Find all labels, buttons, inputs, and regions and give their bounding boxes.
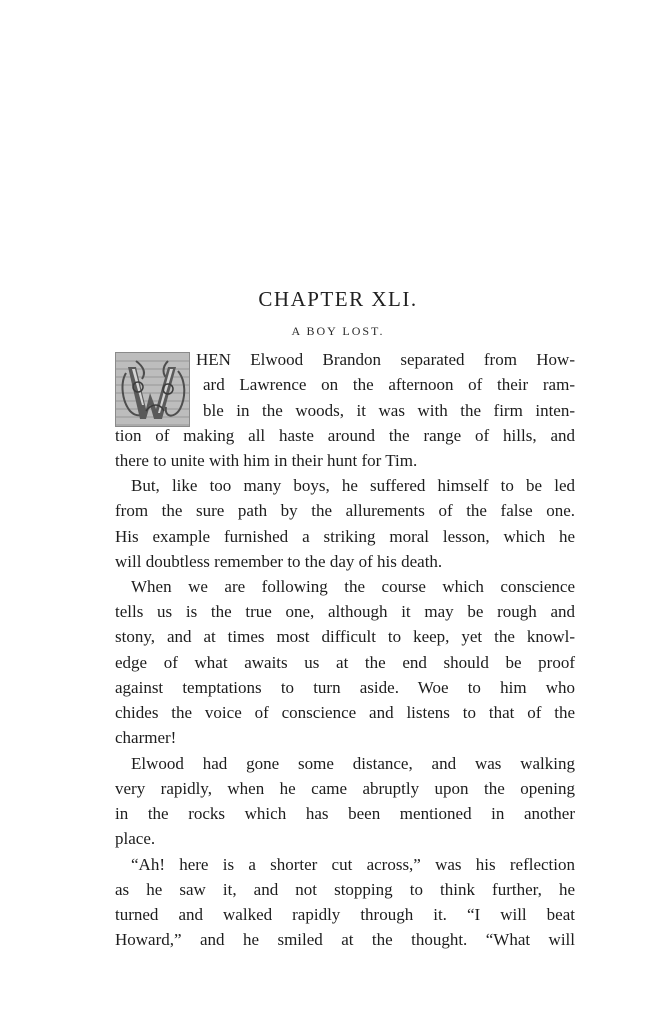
text-line-1: HEN Elwood Brandon separated from How- xyxy=(196,350,575,369)
ornamental-initial-w-icon xyxy=(115,352,190,427)
text-line-19: in the rocks which has been mentioned in another xyxy=(115,804,575,823)
text-line-14: against temptations to turn aside. Woe to him who xyxy=(115,678,575,697)
text-line-17: Elwood had gone some distance, and was walking xyxy=(131,754,575,773)
chapter-title: CHAPTER XLI. xyxy=(258,287,418,311)
text-line-10: When we are following the course which conscience xyxy=(131,577,575,596)
text-line-21: “Ah! here is a shorter cut across,” was his reflection xyxy=(131,855,575,874)
chapter-subtitle: A BOY LOST. xyxy=(291,324,385,338)
text-line-15: chides the voice of conscience and listens to that of the xyxy=(115,703,575,722)
text-line-5: there to unite with him in their hunt for Tim. xyxy=(115,451,418,470)
text-line-9: will doubtless remember to the day of his death. xyxy=(115,552,443,571)
text-line-24: Howard,” and he smiled at the thought. “What will xyxy=(115,930,575,949)
text-line-20: place. xyxy=(115,829,156,848)
text-line-3: ble in the woods, it was with the firm inten- xyxy=(203,401,575,420)
text-line-23: turned and walked rapidly through it. “I will beat xyxy=(115,905,575,924)
text-line-2: ard Lawrence on the afternoon of their ram- xyxy=(203,375,575,394)
text-line-13: edge of what awaits us at the end should be proof xyxy=(115,653,575,672)
text-line-16: charmer! xyxy=(115,728,177,747)
text-line-18: very rapidly, when he came abruptly upon the opening xyxy=(115,779,575,798)
text-line-7: from the sure path by the allurements of the false one. xyxy=(115,501,575,520)
text-line-22: as he saw it, and not stopping to think further, he xyxy=(115,880,575,899)
text-line-12: stony, and at times most difficult to keep, yet the knowl- xyxy=(115,627,575,646)
text-line-4: tion of making all haste around the range of hills, and xyxy=(115,426,575,445)
text-line-8: His example furnished a striking moral lesson, which he xyxy=(115,527,575,546)
text-line-11: tells us is the true one, although it may be rough and xyxy=(115,602,575,621)
text-line-6: But, like too many boys, he suffered himself to be led xyxy=(131,476,575,495)
